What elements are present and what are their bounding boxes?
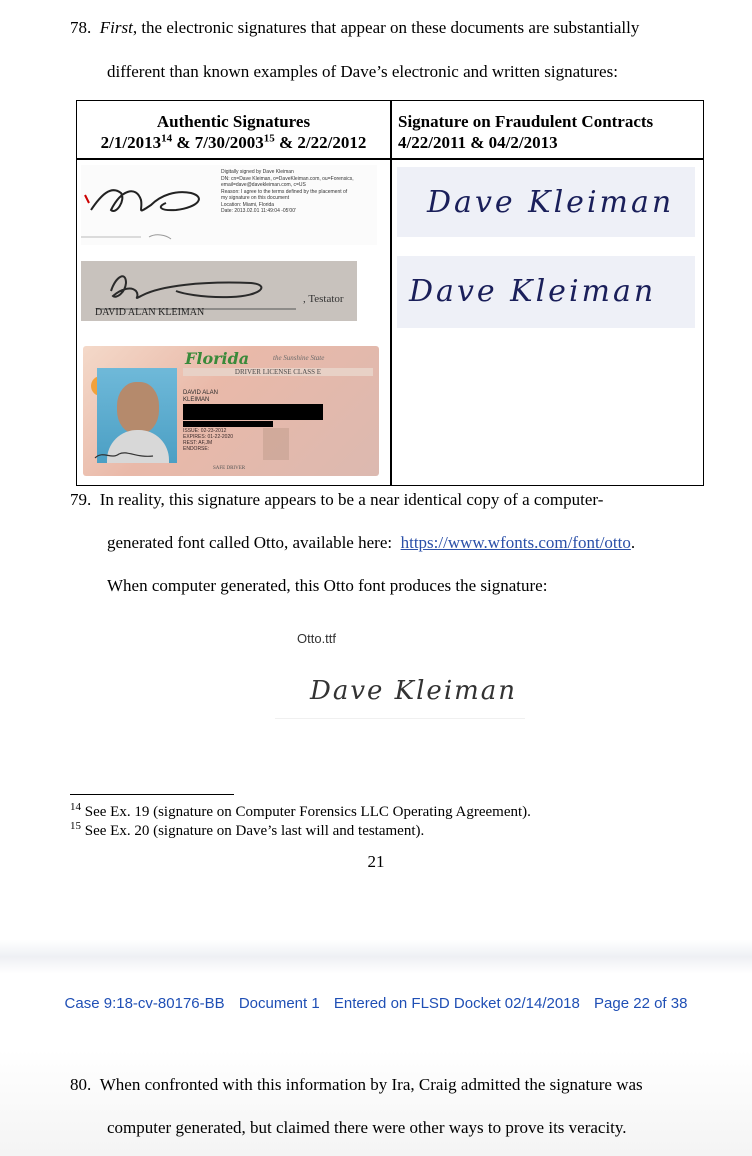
testator-text: Testator	[308, 293, 344, 305]
license-name-line: KLEIMAN	[183, 397, 210, 403]
testator-signature-image	[81, 261, 357, 321]
sig-detail-line: Digitally signed by Dave Kleiman	[221, 169, 294, 175]
fraud-signature-text: Dave Kleiman	[427, 185, 675, 220]
paragraph-79-line-2	[107, 533, 635, 553]
ghost-photo	[263, 428, 289, 460]
table-divider-horizontal	[77, 158, 703, 160]
paragraph-text: In reality, this signature appears to be a near identical copy of a computer-	[99, 490, 604, 509]
license-name	[183, 390, 218, 404]
footnote-14	[70, 803, 531, 822]
left-header-dates	[77, 132, 390, 153]
page-break	[0, 940, 752, 974]
paragraph-text: generated font called Otto, available here:	[107, 533, 393, 552]
paragraph-number: 80.	[70, 1075, 92, 1094]
driver-license-image	[83, 346, 379, 476]
date-2: & 7/30/2003	[172, 133, 264, 152]
paragraph-78-line-2: different than known examples of Dave’s electronic and written signatures:	[107, 62, 618, 81]
left-header-title: Authentic Signatures	[156, 112, 311, 131]
footnote-15	[70, 822, 424, 841]
otto-filename: Otto.ttf	[297, 631, 337, 646]
sig-detail-line: email=dave@davekleiman.com, c=US	[221, 182, 306, 188]
license-fields	[183, 428, 233, 452]
paragraph-number: 78.	[70, 18, 92, 37]
page-number: 21	[367, 852, 385, 871]
testator-label: , Testator	[303, 293, 344, 305]
date-1: 2/1/2013	[100, 133, 162, 152]
paragraph-80-line-1	[70, 1075, 643, 1095]
footnote-ref-14[interactable]: 14	[161, 132, 173, 145]
emphasis-first: First	[99, 18, 133, 37]
fraudulent-signature-1	[397, 167, 695, 237]
sig-detail-line: Reason: I agree to the terms defined by the placement of	[221, 188, 348, 195]
docket-case: Case 9:18-cv-80176-BB	[64, 995, 225, 1012]
license-field: ENDORSE:	[183, 446, 210, 452]
paragraph-number: 79.	[70, 490, 92, 509]
sig-detail-line: Location: Miami, Florida	[221, 201, 275, 208]
face-shape	[117, 382, 159, 434]
paragraph-79-line-3: When computer generated, this Otto font produces the signature:	[107, 576, 548, 595]
paragraph-80-line-2: computer generated, but claimed there were other ways to prove its veracity.	[107, 1118, 627, 1137]
otto-signature-sample: Dave Kleiman	[310, 676, 518, 706]
sig-detail-line: DN: cn=Dave Kleiman, o=DaveKleiman.com, ou=Forensics,	[221, 175, 354, 182]
docket-entered: Entered on FLSD Docket 02/14/2018	[333, 995, 580, 1012]
license-field: ISSUE: 02-23-2012	[183, 428, 227, 434]
footnote-number: 14	[70, 801, 81, 813]
license-field: EXPIRES: 01-22-2020	[183, 434, 234, 440]
date-3: & 2/22/2012	[274, 133, 367, 152]
otto-font-link[interactable]: https://www.wfonts.com/font/otto	[400, 533, 631, 552]
sig-detail-line: my signature on this document	[221, 195, 290, 201]
license-field: REST: AF,JM	[183, 440, 213, 446]
footnote-ref-15[interactable]: 15	[263, 132, 275, 145]
footnote-text: See Ex. 20 (signature on Dave’s last will and testament).	[84, 823, 425, 839]
footnote-text: See Ex. 19 (signature on Computer Forensics LLC Operating Agreement).	[84, 804, 531, 820]
redaction-bar	[183, 421, 273, 427]
paragraph-78-line-1	[70, 18, 639, 38]
fraudulent-signature-2	[397, 256, 695, 328]
license-subtitle: the Sunshine State	[273, 354, 325, 362]
license-name-line: DAVID ALAN	[183, 390, 218, 396]
docket-header	[0, 995, 752, 1012]
license-footer: SAFE DRIVER	[213, 466, 246, 471]
license-state: Florida	[185, 349, 250, 368]
paragraph-79-line-1	[70, 490, 603, 510]
right-header-title: Signature on Fraudulent Contracts	[398, 112, 654, 131]
paragraph-text: When confronted with this information by Ira, Craig admitted the signature was	[99, 1075, 643, 1094]
license-signature	[93, 446, 163, 466]
signature-comparison-table	[76, 100, 704, 486]
redaction-bar	[183, 404, 323, 420]
right-header-dates: 4/22/2011 & 04/2/2013	[398, 133, 558, 152]
footnote-number: 15	[70, 820, 81, 832]
paragraph-text: , the electronic signatures that appear on these documents are substantially	[132, 18, 640, 37]
left-column-header	[77, 111, 390, 153]
page-background-fade	[0, 1050, 752, 1156]
docket-page: Page 22 of 38	[594, 995, 688, 1012]
typed-name: DAVID ALAN KLEIMAN	[95, 307, 205, 318]
digital-signature-details	[221, 169, 354, 215]
footnote-separator	[70, 794, 234, 795]
period: .	[630, 533, 636, 552]
sample-baseline	[275, 718, 525, 719]
sig-detail-line: Date: 2013.02.01 11:49:04 -05'00'	[221, 208, 296, 214]
fraud-signature-text: Dave Kleiman	[409, 274, 657, 309]
license-class: DRIVER LICENSE CLASS E	[183, 368, 373, 376]
authentic-digital-signature-image	[81, 165, 377, 245]
docket-document: Document 1	[238, 995, 320, 1012]
right-column-header	[398, 111, 653, 153]
